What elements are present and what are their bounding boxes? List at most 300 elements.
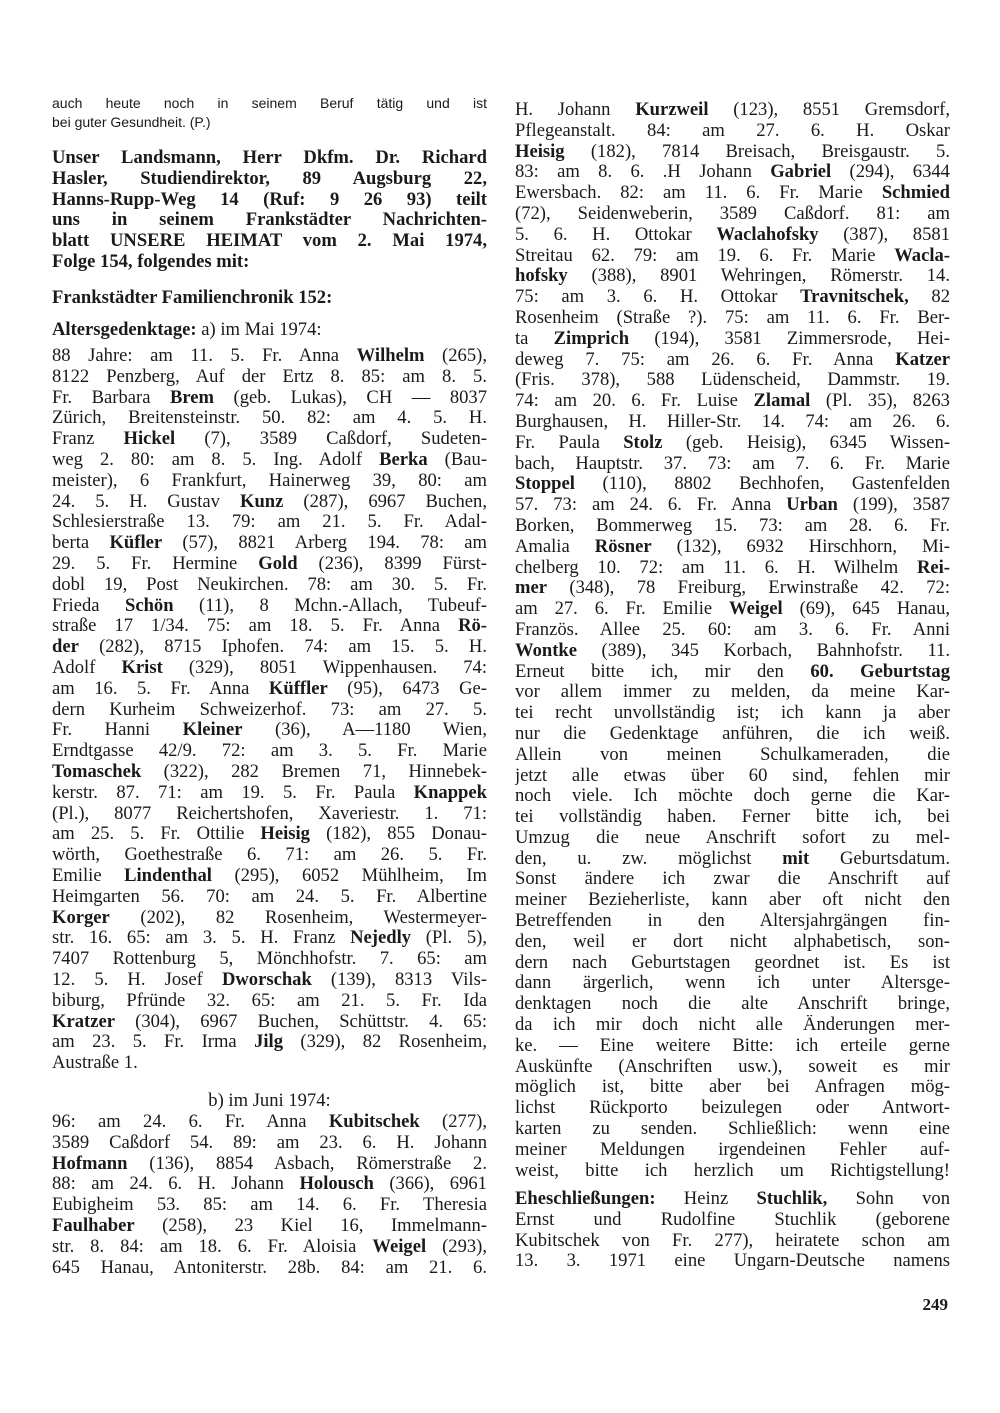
text-line bbox=[515, 412, 950, 433]
text-segment: Ewersbach. 82: am 11. 6. Fr. Marie bbox=[515, 183, 882, 204]
text-segment: Heimgarten 56. 70: am 24. 5. Fr. Albertine bbox=[52, 886, 487, 907]
text-line bbox=[52, 845, 487, 866]
text-segment: Folge 154, folgendes mit: bbox=[52, 251, 250, 272]
text-line bbox=[515, 1036, 950, 1057]
text-segment: (293), bbox=[426, 1236, 487, 1257]
text-line bbox=[515, 1119, 950, 1140]
text-segment: (95), 6473 Ge- bbox=[327, 678, 487, 699]
june-birthdays-list bbox=[52, 1112, 487, 1278]
bold-name: Weigel bbox=[372, 1236, 427, 1257]
text-line bbox=[52, 554, 487, 575]
bold-name: Küfler bbox=[109, 533, 163, 554]
text-segment: meiner Meldungen irgendeinen Fehler auf- bbox=[515, 1139, 950, 1160]
text-line bbox=[52, 450, 487, 471]
text-segment: 29. 5. Fr. Hermine bbox=[52, 553, 259, 574]
text-line bbox=[52, 762, 487, 783]
text-line bbox=[515, 620, 950, 641]
bold-name: Urban bbox=[786, 495, 838, 516]
text-segment: möglich ist, bitte aber bei Anfragen mög- bbox=[515, 1077, 950, 1098]
text-segment: tei recht unvollständig ist; ich kann ja aber bbox=[515, 703, 950, 724]
text-segment: weist, bitte ich herzlich um Richtigstellung! bbox=[515, 1160, 950, 1181]
text-segment: (Pl. 35), 8263 bbox=[810, 391, 950, 412]
bold-name: Jilg bbox=[254, 1032, 284, 1053]
text-segment: (277), bbox=[419, 1112, 487, 1132]
text-line bbox=[52, 148, 487, 169]
text-line bbox=[515, 1231, 950, 1252]
text-segment: 13. 3. 1971 eine Ungarn-Deutsche namens bbox=[515, 1251, 950, 1272]
text-segment: Borken, Bommerweg 15. 73: am 28. 6. Fr. bbox=[515, 515, 950, 536]
text-line bbox=[52, 512, 487, 533]
intro-paragraph bbox=[52, 94, 487, 132]
text-segment: (329), 82 Rosenheim, bbox=[283, 1032, 487, 1053]
text-line bbox=[515, 558, 950, 579]
bold-name: Heisig bbox=[260, 824, 310, 845]
text-segment: Franz bbox=[52, 429, 124, 450]
text-segment: Kubitschek von Fr. 277), heiratete schon am bbox=[515, 1230, 950, 1251]
text-segment: Französ. Allee 25. 60: am 3. 6. Fr. Anni bbox=[515, 619, 950, 640]
text-segment: Sonst ändere ich zwar die Anschrift auf bbox=[515, 869, 950, 890]
bold-name: mer bbox=[515, 578, 547, 599]
text-line bbox=[52, 471, 487, 492]
bold-name: Korger bbox=[52, 907, 110, 928]
text-line bbox=[515, 350, 950, 371]
bold-name: Travnitschek, bbox=[800, 287, 909, 308]
text-segment: (110), 8802 Bechhofen, Gastenfelden bbox=[574, 474, 950, 495]
text-segment: Allein von meinen Schulkameraden, die bbox=[515, 744, 950, 765]
text-line bbox=[515, 266, 950, 287]
text-segment: wörth, Goethestraße 6. 71: am 26. 5. Fr. bbox=[52, 845, 487, 866]
june-heading: b) im Juni 1974: bbox=[208, 1090, 331, 1111]
text-line bbox=[52, 408, 487, 429]
text-line bbox=[515, 786, 950, 807]
text-segment: (258), 23 Kiel 16, Immelmann- bbox=[134, 1215, 487, 1236]
text-segment: Betreffenden in den Altersjahrgängen fin- bbox=[515, 911, 950, 932]
text-segment: meiner Bezieherliste, kann aber oft nicht den bbox=[515, 890, 950, 911]
text-segment: nur die Gedenktage anführen, die ich weiß. bbox=[515, 723, 950, 744]
bold-name: Knappek bbox=[413, 782, 487, 803]
text-line bbox=[52, 94, 487, 113]
text-segment: (57), 8821 Arberg 194. 78: am bbox=[162, 533, 487, 554]
text-segment: (36), A—1180 Wien, bbox=[242, 720, 487, 741]
text-segment: den, u. zw. möglichst bbox=[515, 848, 783, 869]
text-segment: Fr. Paula bbox=[515, 432, 624, 453]
text-line bbox=[515, 578, 950, 599]
bold-name: Wilhelm bbox=[356, 346, 425, 366]
bold-name: Holousch bbox=[299, 1174, 374, 1195]
text-line bbox=[515, 1140, 950, 1161]
text-line bbox=[52, 190, 487, 211]
text-segment: Ernst und Rudolfine Stuchlik (geborene bbox=[515, 1209, 950, 1230]
text-line bbox=[52, 1032, 487, 1053]
text-segment: 5. 6. H. Ottokar bbox=[515, 224, 717, 245]
bold-name: Kurzweil bbox=[635, 100, 709, 120]
text-line bbox=[52, 908, 487, 929]
subheading bbox=[52, 319, 322, 341]
text-segment: Burghausen, H. Hiller-Str. 14. 74: am 26. 6. bbox=[515, 411, 950, 432]
text-segment: am 27. 6. Fr. Emilie bbox=[515, 599, 729, 620]
bold-name: hofsky bbox=[515, 266, 568, 287]
text-segment: 82 bbox=[908, 287, 950, 308]
marriages-paragraph bbox=[515, 1189, 950, 1272]
text-line bbox=[515, 287, 950, 308]
text-line bbox=[515, 869, 950, 890]
text-segment: ke. — Eine weitere Bitte: ich erteile gerne bbox=[515, 1035, 950, 1056]
text-segment: 74: am 20. 6. Fr. Luise bbox=[515, 391, 754, 412]
text-line bbox=[515, 724, 950, 745]
bold-name: Kubitschek bbox=[328, 1112, 420, 1132]
text-line bbox=[52, 388, 487, 409]
text-line bbox=[515, 1251, 950, 1272]
text-line bbox=[515, 994, 950, 1015]
bold-name: mit bbox=[782, 848, 810, 869]
bold-name: Stoppel bbox=[515, 474, 575, 495]
text-segment: 8122 Penzberg, Auf der Ertz 8. 85: am 8. 5. bbox=[52, 366, 487, 387]
text-segment: vor allem immer zu melden, da meine Kar- bbox=[515, 682, 950, 703]
text-line bbox=[52, 824, 487, 845]
text-line bbox=[52, 928, 487, 949]
bold-name: 60. Geburtstag bbox=[810, 661, 950, 682]
text-line bbox=[52, 596, 487, 617]
text-line bbox=[515, 100, 950, 121]
text-line bbox=[515, 973, 950, 994]
text-line bbox=[515, 516, 950, 537]
text-line bbox=[52, 991, 487, 1012]
text-segment: Hasler, Studiendirektor, 89 Augsburg 22, bbox=[52, 168, 487, 189]
notice-paragraph bbox=[52, 148, 487, 273]
text-line bbox=[52, 252, 487, 273]
text-line bbox=[515, 662, 950, 683]
text-line bbox=[515, 682, 950, 703]
bold-name: Küffler bbox=[268, 678, 328, 699]
text-line bbox=[515, 329, 950, 350]
text-line bbox=[52, 1112, 487, 1133]
text-segment: (366), 6961 bbox=[373, 1174, 487, 1195]
bold-name: Katzer bbox=[895, 349, 950, 370]
text-line bbox=[52, 533, 487, 554]
text-line bbox=[515, 370, 950, 391]
text-line bbox=[515, 495, 950, 516]
text-segment: (387), 8581 bbox=[818, 224, 950, 245]
text-segment: Adolf bbox=[52, 657, 122, 678]
text-line bbox=[515, 953, 950, 974]
text-segment: (282), 8715 Iphofen. 74: am 15. 5. H. bbox=[78, 637, 487, 658]
subheading-label: Altersgedenktage: bbox=[52, 319, 197, 340]
text-segment: jetzt alle etwas über 60 sind, fehlen mir bbox=[515, 765, 950, 786]
text-segment: bach, Hauptstr. 37. 73: am 7. 6. Fr. Marie bbox=[515, 453, 950, 474]
text-line bbox=[52, 231, 487, 252]
text-segment: 7407 Rottenburg 5, Mönchhofstr. 7. 65: am bbox=[52, 949, 487, 970]
text-segment: (7), 3589 Caßdorf, Sudeten- bbox=[175, 429, 487, 450]
text-segment: str. 8. 84: am 18. 6. Fr. Aloisia bbox=[52, 1236, 373, 1257]
text-segment: Schlesierstraße 13. 79: am 21. 5. Fr. Adal- bbox=[52, 512, 487, 533]
text-segment: 88: am 24. 6. H. Johann bbox=[52, 1174, 300, 1195]
text-segment: (69), 645 Hanau, bbox=[782, 599, 950, 620]
bold-name: Rösner bbox=[594, 536, 652, 557]
bold-name: Hofmann bbox=[52, 1153, 128, 1174]
text-line bbox=[515, 1189, 950, 1210]
bold-name: der bbox=[52, 637, 79, 658]
text-segment: Sohn von bbox=[827, 1189, 950, 1209]
bold-name: Lindenthal bbox=[124, 865, 212, 886]
text-segment: (265), bbox=[424, 346, 487, 366]
text-line bbox=[52, 1258, 487, 1279]
text-segment: Rosenheim (Straße ?). 75: am 11. 6. Fr. Ber- bbox=[515, 307, 950, 328]
text-segment: (389), 345 Korbach, Bahnhofstr. 11. bbox=[577, 640, 950, 661]
text-segment: dobl 19, Post Neukirchen. 78: am 30. 5. Fr. bbox=[52, 574, 487, 595]
text-line bbox=[515, 183, 950, 204]
text-line bbox=[52, 1012, 487, 1033]
text-line bbox=[52, 1053, 487, 1074]
text-segment: Fr. Hanni bbox=[52, 720, 183, 741]
text-segment: tei vollständig haben. Ferner bitte ich, bei bbox=[515, 807, 950, 828]
text-segment: 83: am 8. 6. .H Johann bbox=[515, 162, 771, 183]
text-segment: (202), 82 Rosenheim, Westermeyer- bbox=[109, 907, 487, 928]
text-segment: karten zu senden. Schließlich: wenn eine bbox=[515, 1119, 950, 1140]
text-line bbox=[52, 492, 487, 513]
text-segment: deweg 7. 75: am 26. 6. Fr. Anna bbox=[515, 349, 896, 370]
text-segment: meister), 6 Frankfurt, Hainerweg 39, 80: am bbox=[52, 470, 487, 491]
text-segment: Frieda bbox=[52, 595, 125, 616]
text-segment: (295), 6052 Mühlheim, Im bbox=[211, 865, 487, 886]
text-segment: (11), 8 Mchn.-Allach, Tubeuf- bbox=[173, 595, 487, 616]
text-line bbox=[52, 429, 487, 450]
text-segment: (194), 3581 Zimmersrode, Hei- bbox=[629, 328, 950, 349]
text-line bbox=[515, 1161, 950, 1182]
text-line bbox=[52, 346, 487, 367]
text-segment: am 25. 5. Fr. Ottilie bbox=[52, 824, 261, 845]
text-line bbox=[52, 210, 487, 231]
text-segment: auch heute noch in seinem Beruf tätig und ist bbox=[52, 95, 487, 111]
right-column-body bbox=[515, 100, 950, 1181]
text-line bbox=[515, 1015, 950, 1036]
bold-name: Brem bbox=[169, 387, 215, 408]
text-line bbox=[52, 113, 487, 132]
text-segment: den, weil er dort nicht alphabetisch, son- bbox=[515, 931, 950, 952]
text-line bbox=[52, 1154, 487, 1175]
text-line bbox=[52, 1216, 487, 1237]
text-line bbox=[52, 741, 487, 762]
text-segment: blatt UNSERE HEIMAT vom 2. Mai 1974, bbox=[52, 231, 487, 252]
text-segment: da ich mir doch nicht alle Änderungen mer- bbox=[515, 1015, 950, 1036]
text-segment: (Pl.), 8077 Reichertshofen, Xaveriestr. 1. 71: bbox=[52, 803, 487, 824]
bold-name: Weigel bbox=[729, 599, 783, 620]
page-number: 249 bbox=[922, 1295, 948, 1314]
text-segment: (287), 6967 Buchen, bbox=[283, 491, 487, 512]
text-line bbox=[515, 890, 950, 911]
text-segment: H. Johann bbox=[515, 100, 636, 120]
text-segment: am 23. 5. Fr. Irma bbox=[52, 1032, 255, 1053]
bold-name: Gabriel bbox=[770, 162, 832, 183]
text-segment: Erneut bitte ich, mir den bbox=[515, 661, 811, 682]
bold-name: Heisig bbox=[515, 141, 565, 162]
text-segment: str. 16. 65: am 3. 5. H. Franz bbox=[52, 928, 351, 949]
text-line bbox=[515, 932, 950, 953]
bold-name: Dworschak bbox=[221, 969, 312, 990]
text-line bbox=[515, 433, 950, 454]
text-segment: (Fris. 378), 588 Lüdenscheid, Dammstr. 19. bbox=[515, 370, 950, 391]
text-segment: 75: am 3. 6. H. Ottokar bbox=[515, 287, 801, 308]
text-segment: dern nach Geburtstagen geordnet ist. Es ist bbox=[515, 952, 950, 973]
text-line bbox=[515, 1210, 950, 1231]
text-line bbox=[52, 783, 487, 804]
text-segment: ta bbox=[515, 328, 554, 349]
text-line bbox=[52, 700, 487, 721]
text-segment: (Pl. 5), bbox=[411, 928, 487, 949]
text-line bbox=[52, 367, 487, 388]
text-segment: straße 17 1/34. 75: am 18. 5. Fr. Anna bbox=[52, 616, 459, 637]
text-line bbox=[515, 1057, 950, 1078]
text-segment: Amalia bbox=[515, 536, 595, 557]
text-segment: uns in seinem Frankstädter Nachrichten- bbox=[52, 210, 487, 231]
bold-name: Tomaschek bbox=[52, 761, 142, 782]
text-line bbox=[515, 849, 950, 870]
text-segment: Erndtgasse 42/9. 72: am 3. 5. Fr. Marie bbox=[52, 741, 487, 762]
bold-name: Gold bbox=[258, 553, 298, 574]
bold-name: Kunz bbox=[239, 491, 284, 512]
text-segment: Unser Landsmann, Herr Dkfm. Dr. Richard bbox=[52, 148, 487, 168]
text-segment: (geb. Heisig), 6345 Wissen- bbox=[662, 432, 950, 453]
text-segment: Zürich, Breitensteinstr. 50. 82: am 4. 5. H. bbox=[52, 408, 487, 429]
text-segment: Streitau 62. 79: am 19. 6. Fr. Marie bbox=[515, 245, 895, 266]
text-segment: (304), 6967 Buchen, Schüttstr. 4. 65: bbox=[114, 1011, 487, 1032]
text-line bbox=[515, 1077, 950, 1098]
text-segment: Emilie bbox=[52, 865, 125, 886]
text-line bbox=[52, 970, 487, 991]
text-segment: (329), 8051 Wippenhausen. 74: bbox=[162, 657, 487, 678]
subheading-text: a) im Mai 1974: bbox=[196, 319, 322, 340]
text-segment: (294), 6344 bbox=[831, 162, 950, 183]
text-line bbox=[515, 911, 950, 932]
section-heading: Frankstädter Familienchronik 152: bbox=[52, 287, 333, 308]
text-line bbox=[515, 807, 950, 828]
text-line bbox=[52, 720, 487, 741]
bold-name: Stolz bbox=[623, 432, 663, 453]
text-line bbox=[52, 1133, 487, 1154]
text-line bbox=[52, 887, 487, 908]
text-segment: noch viele. Ich möchte doch gerne die Kar- bbox=[515, 786, 950, 807]
bold-name: Zlamal bbox=[753, 391, 811, 412]
text-segment: 96: am 24. 6. Fr. Anna bbox=[52, 1112, 329, 1132]
text-line bbox=[515, 204, 950, 225]
text-line bbox=[515, 641, 950, 662]
text-segment: Geburtsdatum. bbox=[809, 848, 950, 869]
text-line bbox=[52, 616, 487, 637]
text-line bbox=[515, 766, 950, 787]
text-line bbox=[515, 537, 950, 558]
text-line bbox=[52, 1174, 487, 1195]
text-segment: Pflegeanstalt. 84: am 27. 6. H. Oskar bbox=[515, 120, 950, 141]
text-segment: weg 2. 80: am 8. 5. Ing. Adolf bbox=[52, 449, 380, 470]
text-line bbox=[52, 575, 487, 596]
text-line bbox=[515, 225, 950, 246]
text-segment: Heinz bbox=[655, 1189, 757, 1209]
text-line bbox=[515, 391, 950, 412]
text-segment: 3589 Caßdorf 54. 89: am 23. 6. H. Johann bbox=[52, 1132, 487, 1153]
text-line bbox=[515, 599, 950, 620]
bold-name: Schmied bbox=[881, 183, 950, 204]
text-line bbox=[515, 745, 950, 766]
text-segment: (136), 8854 Asbach, Römerstraße 2. bbox=[127, 1153, 487, 1174]
text-segment: lichst Rückporto beizulegen oder Antwort- bbox=[515, 1098, 950, 1119]
bold-name: Kratzer bbox=[52, 1011, 115, 1032]
bold-name: Schön bbox=[124, 595, 174, 616]
bold-name: Rö- bbox=[458, 616, 487, 637]
text-line bbox=[515, 454, 950, 475]
bold-name: Kleiner bbox=[182, 720, 243, 741]
text-line bbox=[52, 637, 487, 658]
text-segment: Eubigheim 53. 85: am 14. 6. Fr. Theresia bbox=[52, 1195, 487, 1216]
text-line bbox=[52, 658, 487, 679]
text-line bbox=[52, 169, 487, 190]
text-segment: (123), 8551 Gremsdorf, bbox=[708, 100, 950, 120]
text-segment: Fr. Barbara bbox=[52, 387, 170, 408]
text-line bbox=[515, 142, 950, 163]
text-segment: berta bbox=[52, 533, 110, 554]
bold-name: Rei- bbox=[916, 557, 950, 578]
may-birthdays-list bbox=[52, 346, 487, 1074]
text-line bbox=[515, 703, 950, 724]
bold-name: Faulhaber bbox=[52, 1215, 135, 1236]
text-segment: 24. 5. H. Gustav bbox=[52, 491, 240, 512]
text-segment: (182), 855 Donau- bbox=[309, 824, 487, 845]
text-line bbox=[52, 949, 487, 970]
text-segment: Auskünfte (Anschriften usw.), soweit es mir bbox=[515, 1056, 950, 1077]
text-segment: chelberg 10. 72: am 11. 6. H. Wilhelm bbox=[515, 557, 917, 578]
text-line bbox=[52, 679, 487, 700]
text-segment: bei guter Gesundheit. (P.) bbox=[52, 114, 211, 130]
text-line bbox=[52, 1195, 487, 1216]
text-segment: Umzug die neue Anschrift sofort zu mel- bbox=[515, 827, 950, 848]
text-line bbox=[515, 162, 950, 183]
bold-name: Eheschließungen: bbox=[515, 1189, 656, 1209]
text-line bbox=[52, 1237, 487, 1258]
text-segment: biburg, Pfründe 32. 65: am 21. 5. Fr. Ida bbox=[52, 990, 487, 1011]
bold-name: Stuchlik, bbox=[756, 1189, 828, 1209]
text-line bbox=[515, 474, 950, 495]
text-segment: 645 Hanau, Antoniterstr. 28b. 84: am 21. 6. bbox=[52, 1257, 487, 1278]
text-segment: Hanns-Rupp-Weg 14 (Ruf: 9 26 93) teilt bbox=[52, 189, 487, 210]
text-segment: (182), 7814 Breisach, Breisgaustr. 5. bbox=[564, 141, 950, 162]
bold-name: Berka bbox=[379, 449, 428, 470]
text-segment: kerstr. 87. 71: am 19. 5. Fr. Paula bbox=[52, 782, 414, 803]
bold-name: Wacla- bbox=[894, 245, 950, 266]
text-segment: (geb. Lukas), CH — 8037 bbox=[214, 387, 487, 408]
bold-name: Hickel bbox=[123, 429, 176, 450]
text-segment: (388), 8901 Wehringen, Römerstr. 14. bbox=[567, 266, 950, 287]
bold-name: Zimprich bbox=[553, 328, 630, 349]
text-segment: dern Kurheim Schweizerhof. 73: am 27. 5. bbox=[52, 699, 487, 720]
text-line bbox=[515, 246, 950, 267]
text-line bbox=[52, 866, 487, 887]
text-line bbox=[515, 308, 950, 329]
text-segment: (139), 8313 Vils- bbox=[311, 969, 487, 990]
text-segment: 57. 73: am 24. 6. Fr. Anna bbox=[515, 495, 787, 516]
text-segment: (322), 282 Bremen 71, Hinnebek- bbox=[141, 761, 487, 782]
text-segment: 88 Jahre: am 11. 5. Fr. Anna bbox=[52, 346, 357, 366]
text-segment: (72), Seidenweberin, 3589 Caßdorf. 81: am bbox=[515, 203, 950, 224]
text-segment: 12. 5. H. Josef bbox=[52, 969, 222, 990]
text-segment: (199), 3587 bbox=[837, 495, 950, 516]
text-line bbox=[52, 804, 487, 825]
text-segment: (348), 78 Freiburg, Erwinstraße 42. 72: bbox=[547, 578, 950, 599]
text-segment: (Bau- bbox=[427, 449, 487, 470]
bold-name: Krist bbox=[121, 657, 163, 678]
bold-name: Waclahofsky bbox=[716, 224, 819, 245]
text-line bbox=[515, 828, 950, 849]
bold-name: Nejedly bbox=[350, 928, 412, 949]
bold-name: Wontke bbox=[515, 640, 577, 661]
text-segment: dann ärgerlich, wenn ich unter Altersge- bbox=[515, 973, 950, 994]
